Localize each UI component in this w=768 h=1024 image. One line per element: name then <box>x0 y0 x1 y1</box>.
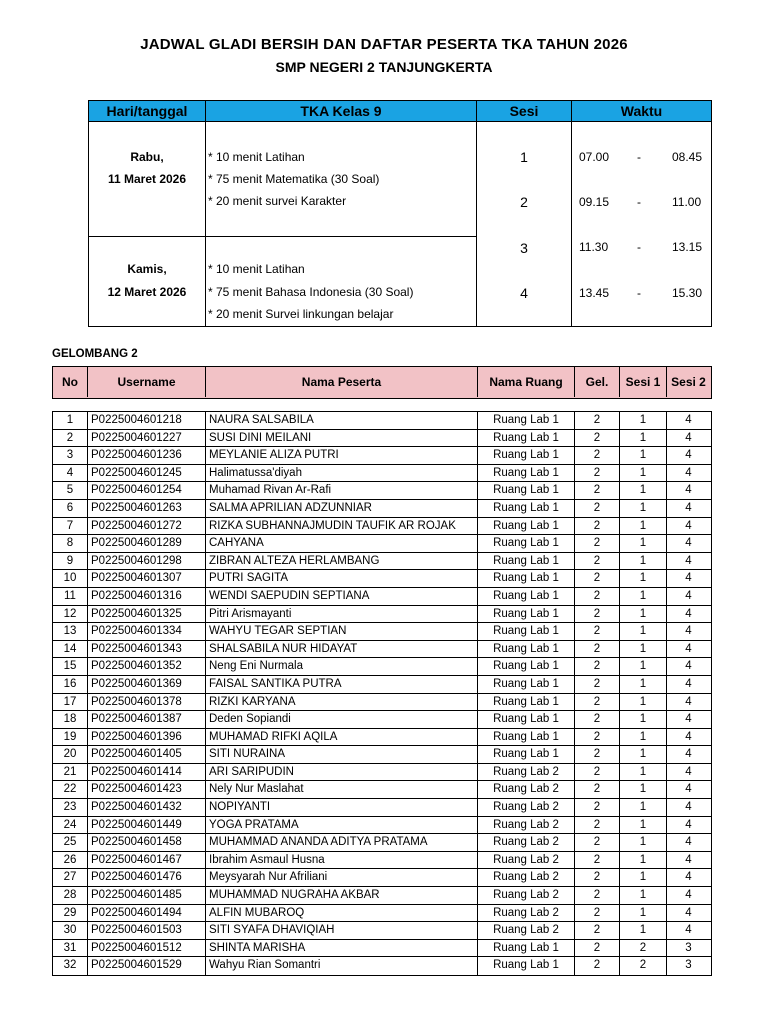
cell-nama-peserta: Meysyarah Nur Afriliani <box>206 869 478 886</box>
table-row <box>53 834 711 852</box>
cell-nama-peserta: YOGA PRATAMA <box>206 817 478 834</box>
cell-sesi-1: 1 <box>620 711 667 728</box>
cell-sesi-2: 4 <box>685 730 692 743</box>
cell-sesi-1: 1 <box>620 834 667 851</box>
table-row <box>53 852 711 870</box>
cell-username: P0225004601405 <box>88 746 206 763</box>
cell-sesi-1: 1 <box>620 623 667 640</box>
cell-username: P0225004601494 <box>88 905 206 922</box>
cell-gel: 2 <box>575 518 620 535</box>
cell-sesi-2: 3 <box>685 941 692 954</box>
cell-nama-ruang: Ruang Lab 2 <box>478 922 575 939</box>
session-end: 13.15 <box>672 240 703 254</box>
cell-sesi-2: 4 <box>685 554 692 567</box>
cell-sesi-1: 1 <box>620 500 667 517</box>
cell-sesi-1: 1 <box>620 729 667 746</box>
cell-sesi-2: 4 <box>685 625 692 638</box>
cell-username: P0225004601414 <box>88 764 206 781</box>
cell-sesi-1: 2 <box>620 957 667 975</box>
cell-nama-ruang: Ruang Lab 1 <box>478 711 575 728</box>
cell-nama-ruang: Ruang Lab 2 <box>478 764 575 781</box>
cell-sesi-1: 1 <box>620 746 667 763</box>
cell-sesi-2: 4 <box>685 466 692 479</box>
table-row <box>53 887 711 905</box>
cell-gel: 2 <box>575 852 620 869</box>
cell-gel: 2 <box>575 764 620 781</box>
cell-nama-ruang: Ruang Lab 2 <box>478 905 575 922</box>
cell-username: P0225004601245 <box>88 465 206 482</box>
cell-sesi-2: 4 <box>685 642 692 655</box>
cell-sesi-2: 4 <box>685 801 692 814</box>
cell-sesi-1: 1 <box>620 588 667 605</box>
cell-no: 21 <box>53 764 88 781</box>
cell-sesi-1: 1 <box>620 676 667 693</box>
cell-gel: 2 <box>575 570 620 587</box>
cell-nama-peserta: ALFIN MUBAROQ <box>206 905 478 922</box>
cell-gel: 2 <box>575 781 620 798</box>
table-row <box>53 817 711 835</box>
cell-nama-peserta: SHALSABILA NUR HIDAYAT <box>206 641 478 658</box>
cell-username: P0225004601449 <box>88 817 206 834</box>
school-name: SMP NEGERI 2 TANJUNGKERTA <box>275 59 493 75</box>
cell-nama-ruang: Ruang Lab 1 <box>478 746 575 763</box>
table-row <box>53 588 711 606</box>
cell-sesi-2: 4 <box>685 431 692 444</box>
cell-no: 32 <box>53 957 88 975</box>
cell-no: 27 <box>53 869 88 886</box>
cell-gel: 2 <box>575 799 620 816</box>
cell-sesi-2: 4 <box>685 818 692 831</box>
table-row <box>53 746 711 764</box>
cell-nama-peserta: Neng Eni Nurmala <box>206 658 478 675</box>
participants-header <box>52 366 712 399</box>
cell-sesi-2: 4 <box>685 783 692 796</box>
cell-username: P0225004601343 <box>88 641 206 658</box>
table-row <box>53 957 711 975</box>
cell-no: 1 <box>53 412 88 429</box>
cell-gel: 2 <box>575 447 620 464</box>
cell-sesi-2: 4 <box>685 748 692 761</box>
cell-sesi-1: 1 <box>620 905 667 922</box>
header-tka: TKA Kelas 9 <box>205 100 477 122</box>
cell-sesi-1: 1 <box>620 570 667 587</box>
cell-sesi-1: 1 <box>620 482 667 499</box>
cell-gel: 2 <box>575 465 620 482</box>
cell-username: P0225004601272 <box>88 518 206 535</box>
cell-gel: 2 <box>575 658 620 675</box>
cell-nama-peserta: SALMA APRILIAN ADZUNNIAR <box>206 500 478 517</box>
table-row <box>53 430 711 448</box>
cell-username: P0225004601227 <box>88 430 206 447</box>
cell-sesi-1: 1 <box>620 447 667 464</box>
cell-sesi-1: 1 <box>620 817 667 834</box>
cell-sesi-1: 1 <box>620 764 667 781</box>
cell-username: P0225004601263 <box>88 500 206 517</box>
cell-username: P0225004601307 <box>88 570 206 587</box>
cell-gel: 2 <box>575 817 620 834</box>
cell-nama-peserta: RIZKA SUBHANNAJMUDIN TAUFIK AR ROJAK <box>206 518 478 535</box>
table-row <box>53 940 711 958</box>
cell-no: 5 <box>53 482 88 499</box>
cell-username: P0225004601369 <box>88 676 206 693</box>
cell-nama-peserta: Ibrahim Asmaul Husna <box>206 852 478 869</box>
cell-nama-peserta: SHINTA MARISHA <box>206 940 478 957</box>
session-number: 1 <box>520 149 528 165</box>
cell-nama-peserta: WAHYU TEGAR SEPTIAN <box>206 623 478 640</box>
cell-sesi-2: 4 <box>685 607 692 620</box>
cell-gel: 2 <box>575 676 620 693</box>
cell-gel: 2 <box>575 482 620 499</box>
cell-no: 12 <box>53 606 88 623</box>
cell-nama-peserta: Halimatussa'diyah <box>206 465 478 482</box>
cell-nama-ruang: Ruang Lab 1 <box>478 729 575 746</box>
cell-nama-ruang: Ruang Lab 1 <box>478 482 575 499</box>
cell-no: 18 <box>53 711 88 728</box>
cell-nama-peserta: NOPIYANTI <box>206 799 478 816</box>
cell-username: P0225004601476 <box>88 869 206 886</box>
cell-no: 25 <box>53 834 88 851</box>
cell-nama-ruang: Ruang Lab 2 <box>478 869 575 886</box>
table-row <box>53 694 711 712</box>
cell-username: P0225004601485 <box>88 887 206 904</box>
cell-nama-ruang: Ruang Lab 1 <box>478 606 575 623</box>
cell-nama-ruang: Ruang Lab 1 <box>478 623 575 640</box>
cell-username: P0225004601423 <box>88 781 206 798</box>
session-end: 08.45 <box>672 150 703 164</box>
table-row <box>53 799 711 817</box>
table-row <box>53 518 711 536</box>
cell-sesi-2: 4 <box>685 501 692 514</box>
cell-sesi-2: 4 <box>685 906 692 919</box>
session-number: 4 <box>520 285 528 301</box>
cell-nama-peserta: Wahyu Rian Somantri <box>206 957 478 975</box>
cell-sesi-1: 1 <box>620 465 667 482</box>
day-2-item: * 10 menit Latihan <box>208 262 305 276</box>
cell-sesi-1: 1 <box>620 535 667 552</box>
cell-gel: 2 <box>575 957 620 975</box>
cell-gel: 2 <box>575 746 620 763</box>
cell-gel: 2 <box>575 623 620 640</box>
cell-sesi-2: 4 <box>685 853 692 866</box>
cell-nama-ruang: Ruang Lab 1 <box>478 465 575 482</box>
cell-sesi-2: 4 <box>685 660 692 673</box>
table-row <box>53 711 711 729</box>
cell-nama-ruang: Ruang Lab 2 <box>478 887 575 904</box>
cell-nama-peserta: Deden Sopiandi <box>206 711 478 728</box>
day-2-date: 12 Maret 2026 <box>107 285 187 299</box>
page-title: JADWAL GLADI BERSIH DAN DAFTAR PESERTA TKA TAHUN 2026 <box>140 36 628 53</box>
schedule-table <box>88 100 712 327</box>
cell-nama-ruang: Ruang Lab 1 <box>478 500 575 517</box>
day-2-item: * 20 menit Survei linkungan belajar <box>208 307 394 321</box>
session-start: 13.45 <box>579 286 610 300</box>
cell-nama-peserta: SITI SYAFA DHAVIQIAH <box>206 922 478 939</box>
cell-gel: 2 <box>575 412 620 429</box>
cell-sesi-2: 4 <box>685 713 692 726</box>
session-end: 11.00 <box>672 195 702 209</box>
cell-sesi-2: 4 <box>685 519 692 532</box>
cell-username: P0225004601325 <box>88 606 206 623</box>
cell-sesi-2: 4 <box>685 871 692 884</box>
cell-no: 8 <box>53 535 88 552</box>
cell-no: 19 <box>53 729 88 746</box>
cell-no: 14 <box>53 641 88 658</box>
session-start: 09.15 <box>579 195 610 209</box>
cell-no: 4 <box>53 465 88 482</box>
header-day: Hari/tanggal <box>88 100 206 122</box>
cell-nama-peserta: WENDI SAEPUDIN SEPTIANA <box>206 588 478 605</box>
cell-no: 24 <box>53 817 88 834</box>
cell-gel: 2 <box>575 834 620 851</box>
cell-sesi-1: 2 <box>620 940 667 957</box>
cell-username: P0225004601512 <box>88 940 206 957</box>
header-sesi: Sesi <box>476 100 572 122</box>
cell-nama-peserta: Muhamad Rivan Ar-Rafi <box>206 482 478 499</box>
cell-nama-peserta: CAHYANA <box>206 535 478 552</box>
cell-sesi-1: 1 <box>620 641 667 658</box>
cell-nama-ruang: Ruang Lab 1 <box>478 447 575 464</box>
col-no: No <box>53 367 88 397</box>
cell-nama-peserta: FAISAL SANTIKA PUTRA <box>206 676 478 693</box>
cell-sesi-1: 1 <box>620 518 667 535</box>
cell-username: P0225004601334 <box>88 623 206 640</box>
col-nama-ruang: Nama Ruang <box>478 367 575 397</box>
cell-nama-ruang: Ruang Lab 1 <box>478 553 575 570</box>
cell-nama-ruang: Ruang Lab 1 <box>478 412 575 429</box>
cell-gel: 2 <box>575 694 620 711</box>
cell-sesi-2: 4 <box>685 537 692 550</box>
cell-nama-ruang: Ruang Lab 2 <box>478 799 575 816</box>
table-row <box>53 869 711 887</box>
cell-no: 22 <box>53 781 88 798</box>
day-1-item: * 20 menit survei Karakter <box>208 194 347 208</box>
cell-nama-ruang: Ruang Lab 1 <box>478 535 575 552</box>
cell-nama-peserta: ZIBRAN ALTEZA HERLAMBANG <box>206 553 478 570</box>
col-gel: Gel. <box>575 367 620 397</box>
day-1-date: 11 Maret 2026 <box>107 172 187 186</box>
day-2-item: * 75 menit Bahasa Indonesia (30 Soal) <box>208 285 414 299</box>
cell-username: P0225004601298 <box>88 553 206 570</box>
cell-nama-peserta: NAURA SALSABILA <box>206 412 478 429</box>
cell-nama-peserta: SITI NURAINA <box>206 746 478 763</box>
cell-sesi-2: 4 <box>685 414 692 426</box>
session-sep: - <box>637 240 641 254</box>
table-row <box>53 535 711 553</box>
cell-no: 6 <box>53 500 88 517</box>
cell-sesi-2: 4 <box>685 589 692 602</box>
table-row <box>53 764 711 782</box>
day-2-name: Kamis, <box>127 262 167 276</box>
session-start: 07.00 <box>579 150 610 164</box>
cell-gel: 2 <box>575 922 620 939</box>
cell-no: 15 <box>53 658 88 675</box>
cell-no: 9 <box>53 553 88 570</box>
table-row <box>53 729 711 747</box>
cell-sesi-2: 4 <box>685 765 692 778</box>
cell-no: 26 <box>53 852 88 869</box>
cell-sesi-1: 1 <box>620 852 667 869</box>
cell-gel: 2 <box>575 905 620 922</box>
cell-nama-peserta: MUHAMAD RIFKI AQILA <box>206 729 478 746</box>
cell-gel: 2 <box>575 711 620 728</box>
cell-nama-ruang: Ruang Lab 1 <box>478 518 575 535</box>
cell-no: 17 <box>53 694 88 711</box>
cell-sesi-2: 4 <box>685 924 692 937</box>
wave-label: GELOMBANG 2 <box>52 348 138 360</box>
session-number: 2 <box>520 194 528 210</box>
cell-nama-ruang: Ruang Lab 1 <box>478 694 575 711</box>
cell-no: 23 <box>53 799 88 816</box>
cell-no: 10 <box>53 570 88 587</box>
cell-sesi-1: 1 <box>620 658 667 675</box>
table-row <box>53 641 711 659</box>
table-row <box>53 500 711 518</box>
cell-nama-ruang: Ruang Lab 2 <box>478 817 575 834</box>
session-number: 3 <box>520 240 528 256</box>
cell-gel: 2 <box>575 553 620 570</box>
cell-username: P0225004601458 <box>88 834 206 851</box>
cell-gel: 2 <box>575 729 620 746</box>
cell-gel: 2 <box>575 588 620 605</box>
cell-sesi-1: 1 <box>620 887 667 904</box>
cell-username: P0225004601467 <box>88 852 206 869</box>
cell-no: 30 <box>53 922 88 939</box>
cell-no: 29 <box>53 905 88 922</box>
cell-sesi-2: 4 <box>685 836 692 849</box>
session-end: 15.30 <box>672 286 703 300</box>
table-row <box>53 553 711 571</box>
cell-sesi-2: 4 <box>685 572 692 585</box>
table-row <box>53 412 711 430</box>
cell-sesi-2: 3 <box>685 959 692 972</box>
cell-sesi-2: 4 <box>685 677 692 690</box>
day-1-item: * 10 menit Latihan <box>208 150 305 164</box>
cell-nama-ruang: Ruang Lab 2 <box>478 852 575 869</box>
col-sesi-1: Sesi 1 <box>620 367 667 397</box>
cell-no: 11 <box>53 588 88 605</box>
cell-no: 28 <box>53 887 88 904</box>
cell-nama-ruang: Ruang Lab 1 <box>478 940 575 957</box>
cell-username: P0225004601289 <box>88 535 206 552</box>
cell-sesi-1: 1 <box>620 869 667 886</box>
cell-gel: 2 <box>575 641 620 658</box>
cell-nama-ruang: Ruang Lab 2 <box>478 781 575 798</box>
cell-sesi-1: 1 <box>620 553 667 570</box>
cell-nama-peserta: MEYLANIE ALIZA PUTRI <box>206 447 478 464</box>
table-row <box>53 570 711 588</box>
cell-sesi-1: 1 <box>620 606 667 623</box>
table-row <box>53 676 711 694</box>
table-row <box>53 482 711 500</box>
session-sep: - <box>637 286 641 300</box>
cell-sesi-1: 1 <box>620 799 667 816</box>
cell-no: 20 <box>53 746 88 763</box>
cell-no: 13 <box>53 623 88 640</box>
cell-nama-ruang: Ruang Lab 1 <box>478 570 575 587</box>
cell-nama-ruang: Ruang Lab 1 <box>478 658 575 675</box>
cell-username: P0225004601316 <box>88 588 206 605</box>
cell-nama-ruang: Ruang Lab 1 <box>478 957 575 975</box>
session-sep: - <box>637 150 641 164</box>
day-1-item: * 75 menit Matematika (30 Soal) <box>208 172 380 186</box>
cell-no: 3 <box>53 447 88 464</box>
cell-nama-peserta: MUHAMMAD ANANDA ADITYA PRATAMA <box>206 834 478 851</box>
cell-sesi-2: 4 <box>685 695 692 708</box>
cell-username: P0225004601432 <box>88 799 206 816</box>
session-start: 11.30 <box>579 240 609 254</box>
cell-gel: 2 <box>575 535 620 552</box>
participants-table <box>52 411 712 976</box>
cell-username: P0225004601378 <box>88 694 206 711</box>
cell-gel: 2 <box>575 606 620 623</box>
cell-sesi-1: 1 <box>620 430 667 447</box>
cell-nama-ruang: Ruang Lab 1 <box>478 641 575 658</box>
cell-username: P0225004601352 <box>88 658 206 675</box>
cell-nama-peserta: Nely Nur Maslahat <box>206 781 478 798</box>
table-row <box>53 465 711 483</box>
cell-sesi-1: 1 <box>620 781 667 798</box>
header-waktu: Waktu <box>571 100 712 122</box>
cell-no: 31 <box>53 940 88 957</box>
cell-gel: 2 <box>575 430 620 447</box>
cell-sesi-1: 1 <box>620 694 667 711</box>
table-row <box>53 658 711 676</box>
table-row <box>53 905 711 923</box>
cell-sesi-2: 4 <box>685 449 692 462</box>
cell-username: P0225004601529 <box>88 957 206 975</box>
cell-nama-peserta: SUSI DINI MEILANI <box>206 430 478 447</box>
cell-sesi-2: 4 <box>685 889 692 902</box>
cell-sesi-1: 1 <box>620 412 667 429</box>
cell-nama-ruang: Ruang Lab 1 <box>478 588 575 605</box>
cell-nama-peserta: Pitri Arismayanti <box>206 606 478 623</box>
col-sesi-2: Sesi 2 <box>671 375 706 389</box>
cell-nama-ruang: Ruang Lab 1 <box>478 676 575 693</box>
cell-sesi-1: 1 <box>620 922 667 939</box>
table-row <box>53 922 711 940</box>
cell-username: P0225004601387 <box>88 711 206 728</box>
cell-gel: 2 <box>575 940 620 957</box>
cell-no: 2 <box>53 430 88 447</box>
cell-nama-ruang: Ruang Lab 1 <box>478 430 575 447</box>
cell-nama-peserta: RIZKI KARYANA <box>206 694 478 711</box>
cell-no: 16 <box>53 676 88 693</box>
cell-gel: 2 <box>575 869 620 886</box>
cell-nama-peserta: MUHAMMAD NUGRAHA AKBAR <box>206 887 478 904</box>
cell-username: P0225004601218 <box>88 412 206 429</box>
table-row <box>53 447 711 465</box>
cell-no: 7 <box>53 518 88 535</box>
cell-username: P0225004601396 <box>88 729 206 746</box>
cell-sesi-2: 4 <box>685 484 692 497</box>
cell-username: P0225004601254 <box>88 482 206 499</box>
session-sep: - <box>637 195 641 209</box>
cell-nama-peserta: PUTRI SAGITA <box>206 570 478 587</box>
cell-username: P0225004601503 <box>88 922 206 939</box>
day-1-name: Rabu, <box>130 150 164 164</box>
col-nama-peserta: Nama Peserta <box>206 367 478 397</box>
cell-gel: 2 <box>575 887 620 904</box>
cell-username: P0225004601236 <box>88 447 206 464</box>
table-row <box>53 623 711 641</box>
cell-nama-peserta: ARI SARIPUDIN <box>206 764 478 781</box>
cell-nama-ruang: Ruang Lab 2 <box>478 834 575 851</box>
table-row <box>53 781 711 799</box>
cell-gel: 2 <box>575 500 620 517</box>
table-row <box>53 606 711 624</box>
col-username: Username <box>88 367 206 397</box>
